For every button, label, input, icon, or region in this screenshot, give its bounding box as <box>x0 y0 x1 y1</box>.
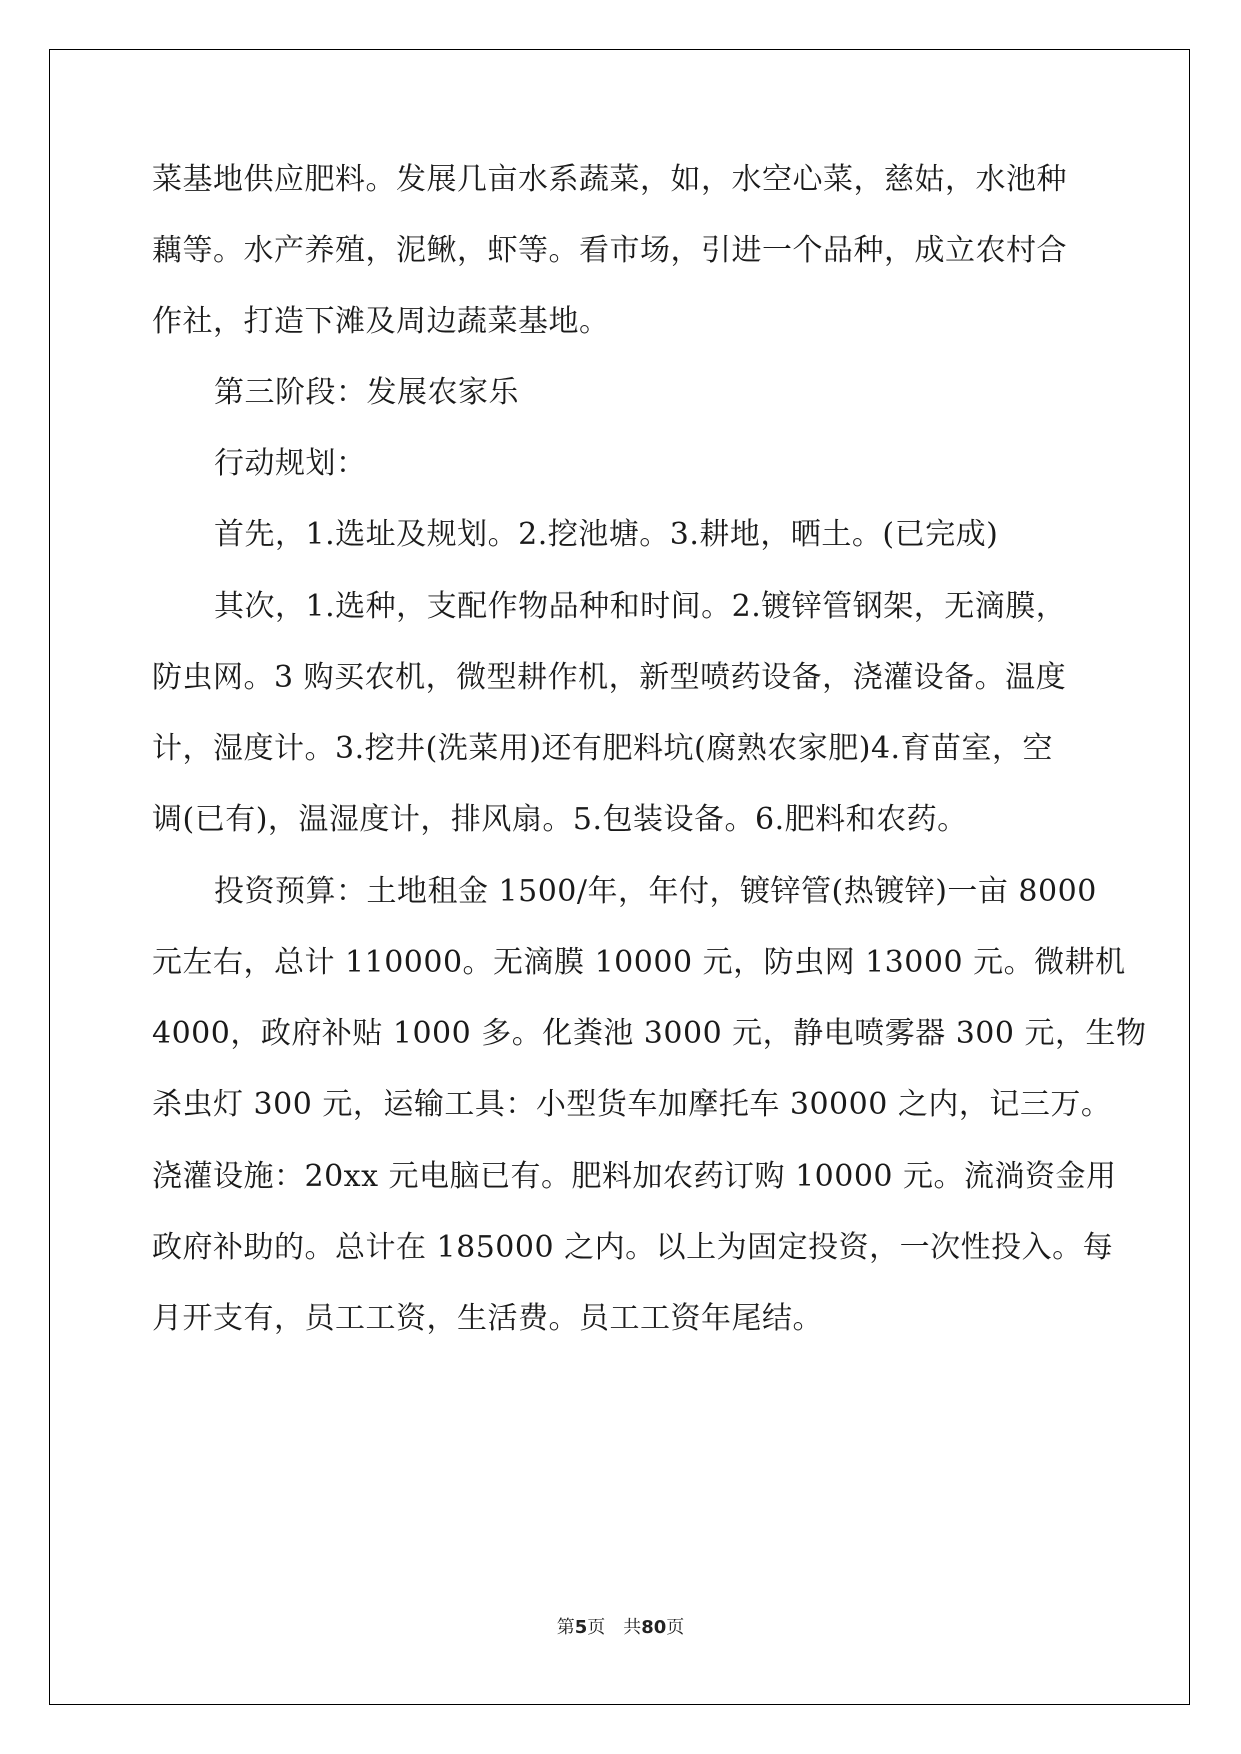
text-line: 浇灌设施：20xx 元电脑已有。肥料加农药订购 10000 元。流淌资金用 <box>152 1159 1117 1194</box>
text-line: 4000，政府补贴 1000 多。化粪池 3000 元，静电喷雾器 300 元，生物 <box>152 1016 1147 1051</box>
text-line: 调(已有)，温湿度计，排风扇。5.包装设备。6.肥料和农药。 <box>152 802 968 837</box>
text-line: 元左右，总计 110000。无滴膜 10000 元，防虫网 13000 元。微耕机 <box>152 945 1126 980</box>
text-line: 杀虫灯 300 元，运输工具：小型货车加摩托车 30000 之内，记三万。 <box>152 1087 1112 1122</box>
subheading: 行动规划： <box>214 446 367 481</box>
footer-prefix: 第 <box>556 1617 575 1638</box>
text-line: 作社，打造下滩及周边蔬菜基地。 <box>152 304 610 339</box>
text-line: 投资预算：土地租金 1500/年，年付，镀锌管(热镀锌)一亩 8000 <box>214 874 1097 909</box>
current-page-number: 5 <box>574 1617 588 1638</box>
text-line: 防虫网。3 购买农机，微型耕作机，新型喷药设备，浇灌设备。温度 <box>152 660 1067 695</box>
section-heading: 第三阶段：发展农家乐 <box>214 375 519 410</box>
text-line: 菜基地供应肥料。发展几亩水系蔬菜，如，水空心菜，慈姑，水池种 <box>152 162 1067 197</box>
text-line: 月开支有，员工工资，生活费。员工工资年尾结。 <box>152 1301 823 1336</box>
total-page-count: 80 <box>641 1617 667 1638</box>
footer-middle: 页 共 <box>587 1617 642 1638</box>
text-line: 藕等。水产养殖，泥鳅，虾等。看市场，引进一个品种，成立农村合 <box>152 233 1067 268</box>
text-line: 计，湿度计。3.挖井(洗菜用)还有肥料坑(腐熟农家肥)4.育苗室，空 <box>152 731 1054 766</box>
footer-suffix: 页 <box>666 1617 685 1638</box>
text-line: 其次，1.选种，支配作物品种和时间。2.镀锌管钢架，无滴膜， <box>214 589 1067 624</box>
text-line: 政府补助的。总计在 185000 之内。以上为固定投资，一次性投入。每 <box>152 1230 1114 1265</box>
text-line: 首先，1.选址及规划。2.挖池塘。3.耕地，晒土。(已完成) <box>214 517 999 552</box>
page-footer <box>0 1613 1241 1639</box>
